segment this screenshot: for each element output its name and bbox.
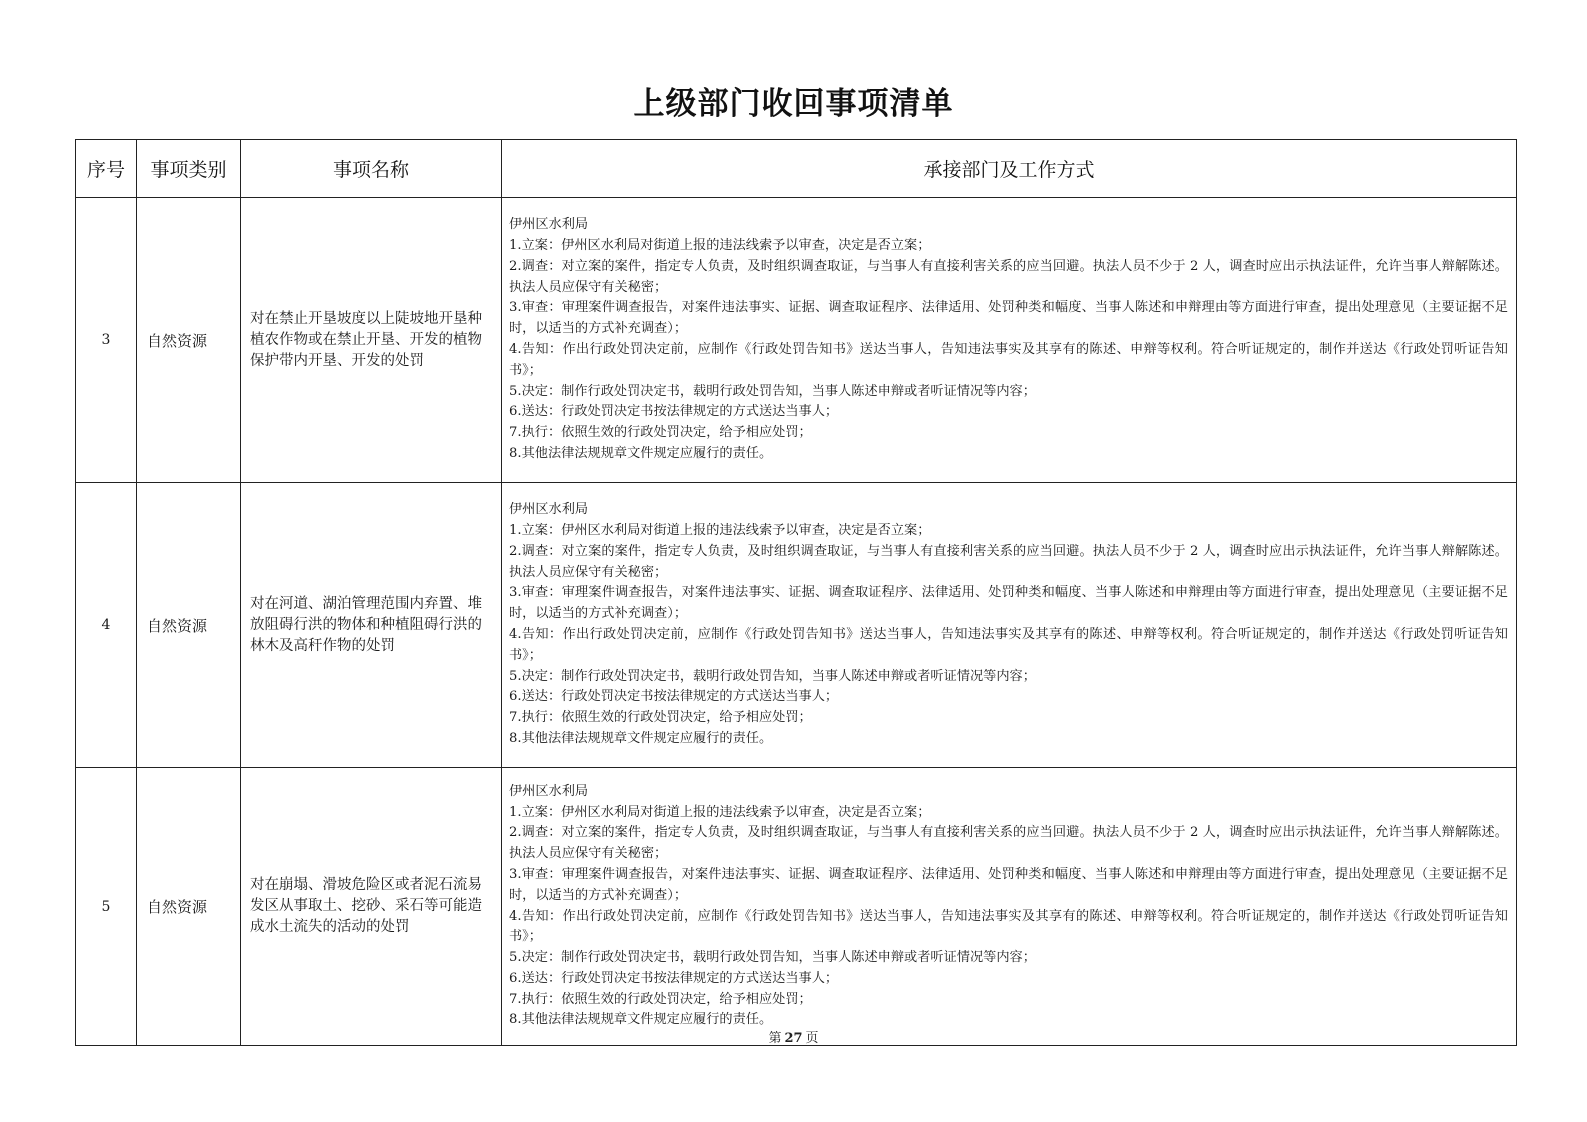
step-other: 8.其他法律法规规章文件规定应履行的责任。 [509,445,773,461]
step-notification: 4.告知：作出行政处罚决定前，应制作《行政处罚告知书》送达当事人，告知违法事实及其享有的陈述、申辩等权利。符合听证规定的，制作并送达《行政处罚听证告知书》； [509,908,1508,945]
step-investigation: 2.调查：对立案的案件，指定专人负责，及时组织调查取证，与当事人有直接利害关系的应当回避。执法人员不少于 2 人，调查时应出示执法证件，允许当事人辩解陈述。执法人员应保守有关秘密； [509,258,1508,295]
step-review: 3.审查：审理案件调查报告，对案件违法事实、证据、调查取证程序、法律适用、处罚种类和幅度、当事人陈述和申辩理由等方面进行审查，提出处理意见（主要证据不足时，以适当的方式补充调查）； [509,585,1508,622]
step-filing: 1.立案：伊州区水利局对街道上报的违法线索予以审查，决定是否立案； [509,523,931,539]
row-department: 伊州区水利局 [509,502,589,518]
step-filing: 1.立案：伊州区水利局对街道上报的违法线索予以审查，决定是否立案； [509,238,931,254]
table-row [76,198,1517,483]
row-category: 自然资源 [137,198,241,483]
header-name: 事项名称 [241,140,502,198]
row-seq: 4 [76,483,137,768]
row-item-name: 对在河道、湖泊管理范围内弃置、堆放阻碍行洪的物体和种植阻碍行洪的林木及高秆作物的处罚 [241,483,502,768]
step-execution: 7.执行：依照生效的行政处罚决定，给予相应处罚； [509,710,812,726]
table-row [76,483,1517,768]
step-execution: 7.执行：依照生效的行政处罚决定，给予相应处罚； [509,425,812,441]
row-seq: 3 [76,198,137,483]
row-method [502,198,1517,483]
row-seq: 5 [76,768,137,1046]
table-header-row [76,140,1517,198]
row-item-name: 对在崩塌、滑坡危险区或者泥石流易发区从事取土、挖砂、采石等可能造成水土流失的活动的处罚 [241,768,502,1046]
page-footer [0,1030,1587,1048]
row-category: 自然资源 [137,483,241,768]
page-number: 27 [784,1031,803,1046]
step-delivery: 6.送达：行政处罚决定书按法律规定的方式送达当事人； [509,689,839,705]
step-other: 8.其他法律法规规章文件规定应履行的责任。 [509,1012,773,1028]
step-investigation: 2.调查：对立案的案件，指定专人负责，及时组织调查取证，与当事人有直接利害关系的应当回避。执法人员不少于 2 人，调查时应出示执法证件，允许当事人辩解陈述。执法人员应保守有关秘密； [509,825,1508,862]
step-decision: 5.决定：制作行政处罚决定书，载明行政处罚告知，当事人陈述申辩或者听证情况等内容； [509,668,1036,684]
step-notification: 4.告知：作出行政处罚决定前，应制作《行政处罚告知书》送达当事人，告知违法事实及其享有的陈述、申辩等权利。符合听证规定的，制作并送达《行政处罚听证告知书》； [509,627,1508,663]
header-method: 承接部门及工作方式 [502,140,1517,198]
table-row [76,768,1517,1046]
step-filing: 1.立案：伊州区水利局对街道上报的违法线索予以审查，决定是否立案； [509,804,931,820]
step-delivery: 6.送达：行政处罚决定书按法律规定的方式送达当事人； [509,404,839,420]
row-department: 伊州区水利局 [509,217,589,233]
step-other: 8.其他法律法规规章文件规定应履行的责任。 [509,730,773,746]
row-department: 伊州区水利局 [509,783,589,799]
step-investigation: 2.调查：对立案的案件，指定专人负责，及时组织调查取证，与当事人有直接利害关系的应当回避。执法人员不少于 2 人，调查时应出示执法证件，允许当事人辩解陈述。执法人员应保守有关秘密； [509,543,1508,580]
step-decision: 5.决定：制作行政处罚决定书，载明行政处罚告知，当事人陈述申辩或者听证情况等内容； [509,383,1036,399]
step-review: 3.审查：审理案件调查报告，对案件违法事实、证据、调查取证程序、法律适用、处罚种类和幅度、当事人陈述和申辩理由等方面进行审查，提出处理意见（主要证据不足时，以适当的方式补充调查）； [509,300,1508,337]
step-delivery: 6.送达：行政处罚决定书按法律规定的方式送达当事人； [509,970,839,986]
step-decision: 5.决定：制作行政处罚决定书，载明行政处罚告知，当事人陈述申辩或者听证情况等内容； [509,950,1036,966]
footer-suffix: 页 [805,1031,819,1046]
row-method [502,768,1517,1046]
footer-prefix: 第 [768,1031,782,1046]
page-title: 上级部门收回事项清单 [633,86,954,122]
row-item-name: 对在禁止开垦坡度以上陡坡地开垦种植农作物或在禁止开垦、开发的植物保护带内开垦、开发的处罚 [241,198,502,483]
items-table [75,139,1517,1046]
row-method [502,483,1517,768]
step-review: 3.审查：审理案件调查报告，对案件违法事实、证据、调查取证程序、法律适用、处罚种类和幅度、当事人陈述和申辩理由等方面进行审查，提出处理意见（主要证据不足时，以适当的方式补充调查）； [509,866,1508,903]
step-execution: 7.执行：依照生效的行政处罚决定，给予相应处罚； [509,991,812,1007]
header-seq: 序号 [76,140,137,198]
row-category: 自然资源 [137,768,241,1046]
header-category: 事项类别 [137,140,241,198]
step-notification: 4.告知：作出行政处罚决定前，应制作《行政处罚告知书》送达当事人，告知违法事实及其享有的陈述、申辩等权利。符合听证规定的，制作并送达《行政处罚听证告知书》； [509,342,1508,378]
